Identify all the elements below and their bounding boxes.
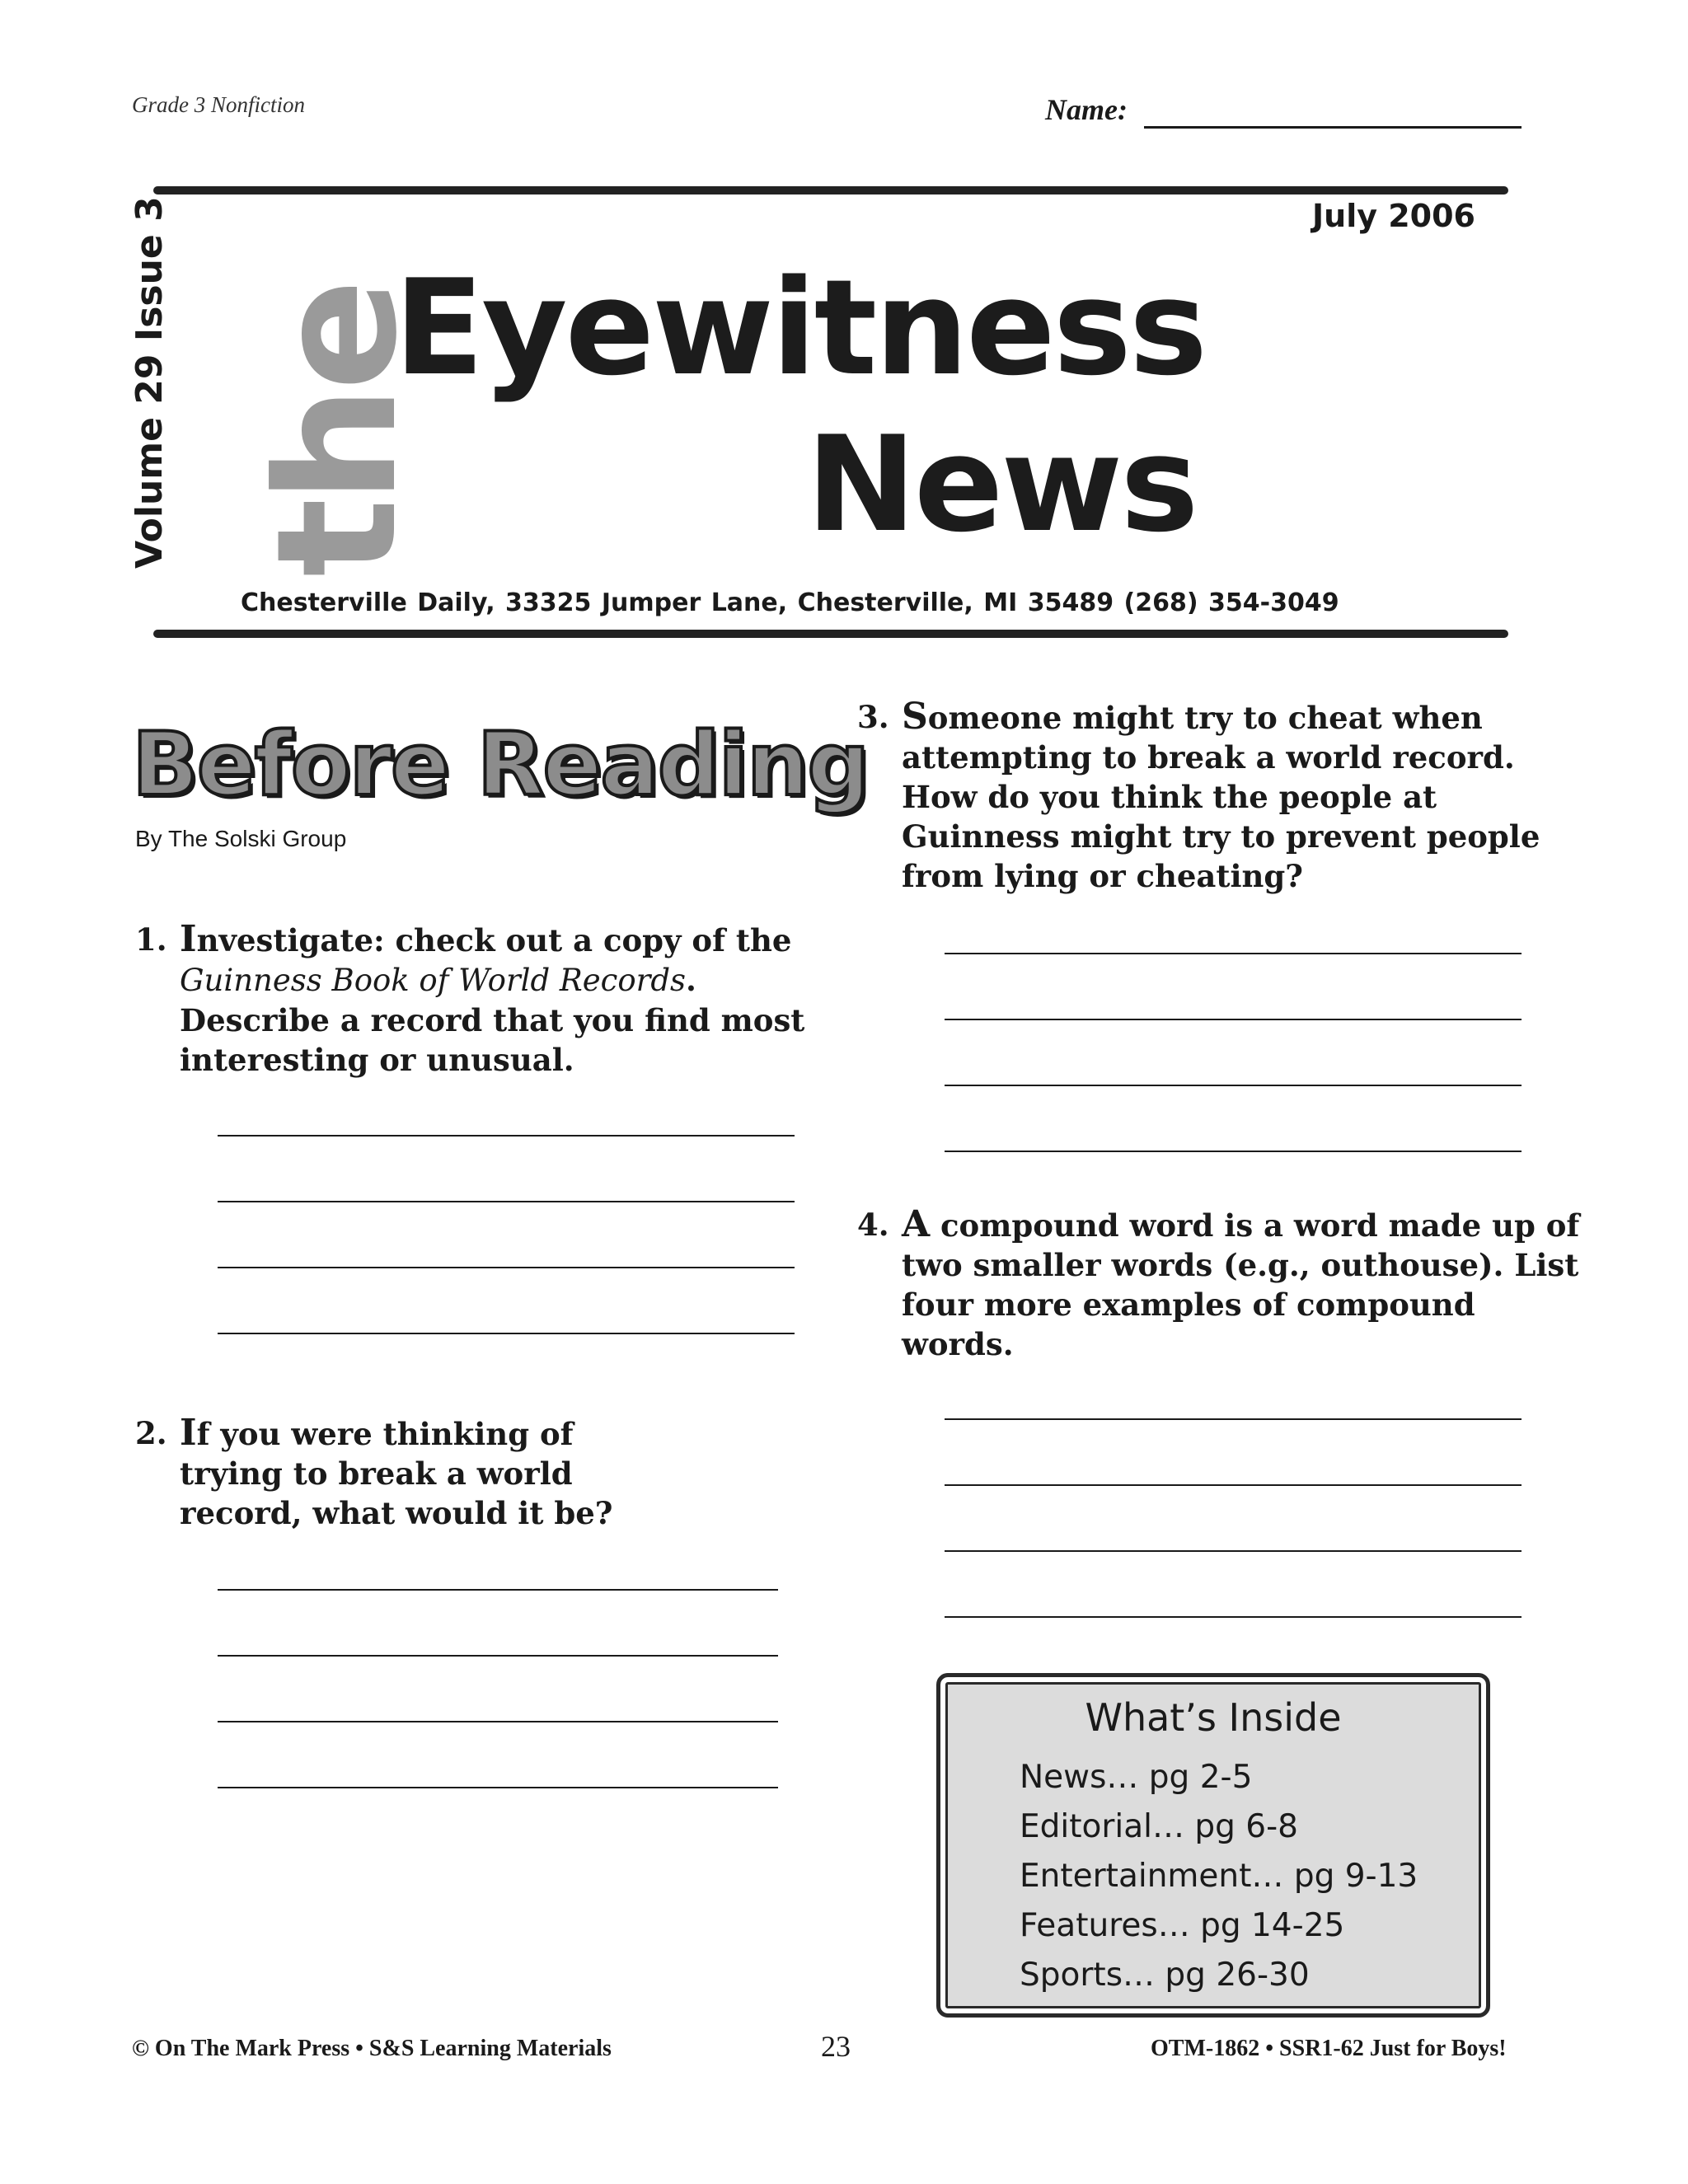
question-text: omeone might try to cheat when attempting to break a world record. How do you think the people at Guinness might try to prevent people from lying or cheating? [902, 700, 1540, 894]
answer-line[interactable] [945, 1019, 1522, 1020]
question-initial: A [902, 1203, 931, 1245]
question-text-end: . Describe a record that you find most interesting or unusual. [180, 962, 805, 1078]
question-number: 3. [857, 699, 889, 735]
question-initial: I [180, 1412, 197, 1454]
answer-line[interactable] [945, 1085, 1522, 1086]
contents-item-sports: Sports… pg 26-30 [1020, 1957, 1310, 1994]
question-1 [135, 920, 819, 1080]
name-answer-line[interactable] [1144, 126, 1522, 129]
footer-copyright: © On The Mark Press • S&S Learning Materials [132, 2036, 612, 2061]
answer-line[interactable] [218, 1267, 795, 1268]
byline: By The Solski Group [135, 826, 347, 851]
footer-product-code: OTM-1862 • SSR1-62 Just for Boys! [1151, 2036, 1507, 2061]
answer-line[interactable] [945, 1418, 1522, 1420]
volume-issue: Volume 29 Issue 3 [129, 196, 171, 569]
question-number: 2. [135, 1415, 167, 1451]
question-text: compound word is a word made up of two smaller words (e.g., outhouse). List four more examples of compound words. [902, 1207, 1580, 1362]
question-text: nvestigate: check out a copy of the [196, 922, 792, 958]
question-number: 4. [857, 1207, 889, 1243]
masthead-bottom-rule [153, 630, 1508, 638]
question-text: f you were thinking of trying to break a world record, what would it be? [180, 1416, 613, 1531]
contents-list [1020, 1753, 1418, 2000]
contents-item-features: Features… pg 14-25 [1020, 1907, 1345, 1944]
answer-line[interactable] [218, 1787, 778, 1788]
question-initial: I [180, 918, 197, 960]
answer-line[interactable] [218, 1201, 795, 1202]
question-3 [857, 697, 1582, 896]
answer-line[interactable] [945, 1484, 1522, 1486]
contents-item-editorial: Editorial… pg 6-8 [1020, 1808, 1298, 1845]
contents-item-entertainment: Entertainment… pg 9-13 [1020, 1858, 1418, 1895]
contents-item-news: News… pg 2-5 [1020, 1759, 1253, 1796]
question-2 [135, 1413, 819, 1533]
page-number: 23 [821, 2030, 851, 2063]
masthead-title-news: News [806, 407, 1197, 561]
answer-line[interactable] [945, 1550, 1522, 1552]
section-title: Before Reading [132, 714, 869, 815]
answer-line[interactable] [945, 1616, 1522, 1618]
answer-line[interactable] [945, 1151, 1522, 1152]
question-number: 1. [135, 921, 167, 958]
masthead-the: the [241, 284, 434, 577]
name-label: Name: [1045, 93, 1128, 126]
question-initial: S [902, 696, 928, 738]
masthead-title-eyewitness: Eyewitness [394, 251, 1206, 405]
answer-line[interactable] [218, 1721, 778, 1722]
question-4 [857, 1205, 1582, 1364]
answer-line[interactable] [218, 1655, 778, 1657]
masthead-top-rule [153, 186, 1508, 194]
whats-inside-box [936, 1673, 1490, 2018]
grade-label: Grade 3 Nonfiction [132, 92, 305, 117]
answer-line[interactable] [218, 1135, 795, 1137]
answer-line[interactable] [218, 1333, 795, 1334]
issue-date: July 2006 [1312, 198, 1475, 234]
answer-line[interactable] [945, 953, 1522, 954]
masthead-address: Chesterville Daily, 33325 Jumper Lane, Chesterville, MI 35489 (268) 354-3049 [241, 588, 1339, 617]
whats-inside-title: What’s Inside [1085, 1695, 1342, 1740]
book-title: Guinness Book of World Records [180, 963, 687, 998]
answer-line[interactable] [218, 1589, 778, 1591]
